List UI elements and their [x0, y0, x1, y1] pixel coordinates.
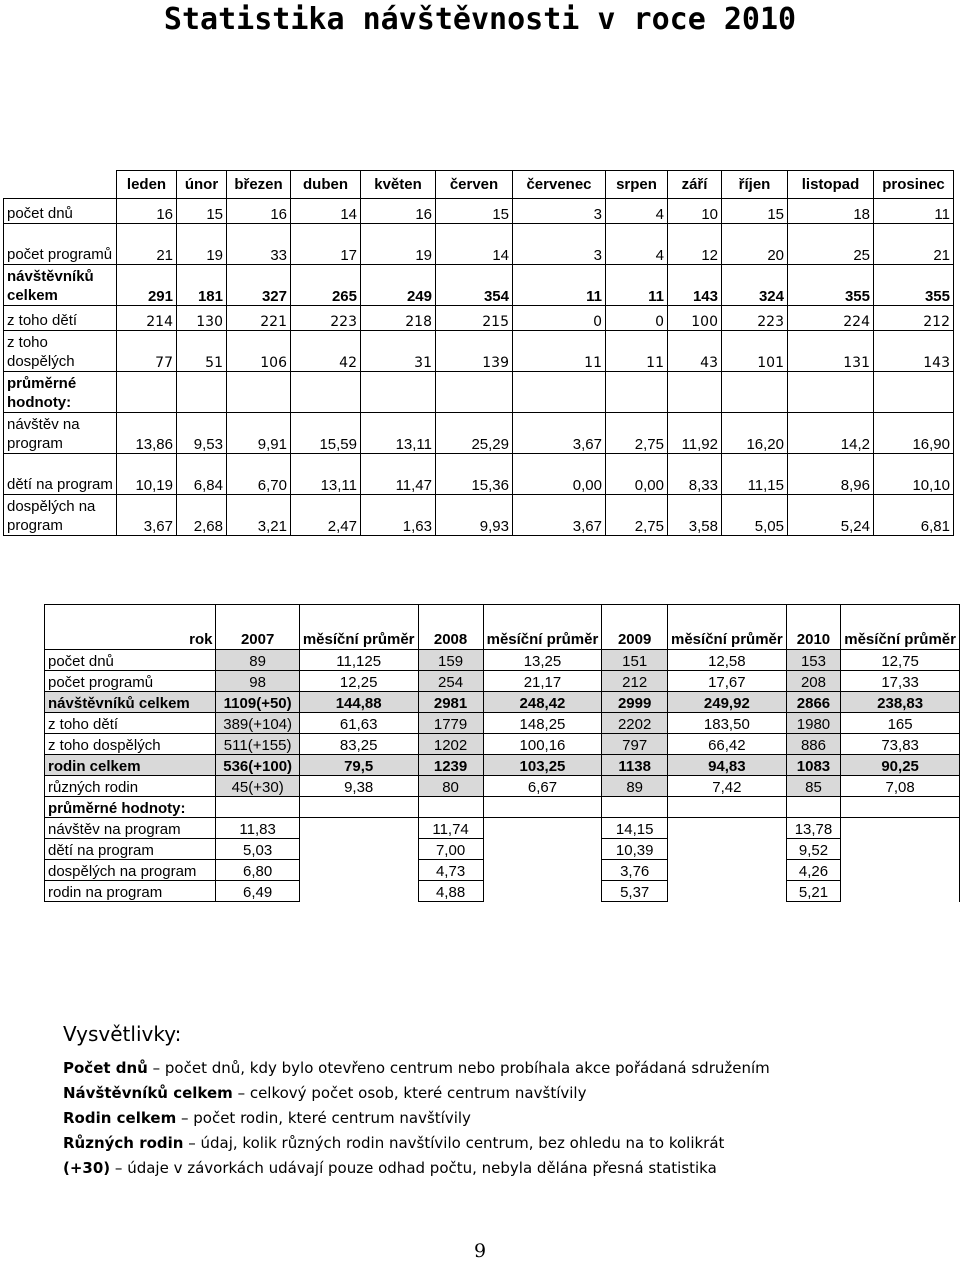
table-cell: 6,81 — [874, 495, 954, 536]
table-cell: 73,83 — [841, 734, 960, 755]
row-label: počet programů — [45, 671, 216, 692]
table-cell: 85 — [786, 776, 841, 797]
table-cell — [668, 881, 787, 902]
table-cell — [668, 839, 787, 860]
table-cell: 6,84 — [177, 454, 227, 495]
table-cell — [483, 860, 602, 881]
table-cell: 83,25 — [299, 734, 418, 755]
table-cell: 130 — [177, 306, 227, 331]
page-title: Statistika návštěvnosti v roce 2010 — [163, 2, 797, 37]
table-row — [45, 713, 960, 734]
table-row — [45, 734, 960, 755]
table-cell: 9,91 — [227, 413, 291, 454]
table-row — [45, 797, 960, 818]
table-cell: 90,25 — [841, 755, 960, 776]
table-cell: 5,37 — [602, 881, 668, 902]
table-cell: 21,17 — [483, 671, 602, 692]
table-cell — [513, 372, 606, 413]
table-cell: 214 — [117, 306, 177, 331]
table-cell: 15,36 — [436, 454, 513, 495]
table-row — [4, 224, 954, 265]
table-cell: 4 — [606, 224, 668, 265]
table-cell — [788, 372, 874, 413]
table-cell: 6,49 — [216, 881, 299, 902]
table-cell — [299, 881, 418, 902]
table-cell: 12 — [668, 224, 722, 265]
table-cell: 6,70 — [227, 454, 291, 495]
table-cell: 7,00 — [418, 839, 483, 860]
year-header-row — [45, 605, 960, 650]
table-cell: 3,67 — [513, 413, 606, 454]
table-cell: 100 — [668, 306, 722, 331]
table-row — [45, 839, 960, 860]
table-cell: 16 — [361, 199, 436, 224]
table-cell: 223 — [291, 306, 361, 331]
table-cell: 212 — [874, 306, 954, 331]
table-cell: 1109(+50) — [216, 692, 299, 713]
table-cell: 15 — [436, 199, 513, 224]
table-cell: 327 — [227, 265, 291, 306]
table-cell: 14 — [436, 224, 513, 265]
table-cell: 89 — [602, 776, 668, 797]
table-cell: 14,15 — [602, 818, 668, 839]
row-label: dětí na program — [4, 454, 117, 495]
legend-description: – údaje v závorkách udávají pouze odhad počtu, nebyla dělána přesná statistika — [110, 1159, 717, 1177]
table-cell: 0,00 — [606, 454, 668, 495]
table-cell: 254 — [418, 671, 483, 692]
table-cell: 98 — [216, 671, 299, 692]
month-header: březen — [227, 171, 291, 199]
yearly-comparison-table — [44, 604, 960, 902]
page-number: 9 — [473, 1240, 487, 1262]
table-cell: 13,11 — [291, 454, 361, 495]
monthly-average-header: měsíční průměr — [299, 605, 418, 650]
legend-section — [63, 1022, 770, 1181]
table-cell: 15,59 — [291, 413, 361, 454]
table-cell: 354 — [436, 265, 513, 306]
table-cell: 9,93 — [436, 495, 513, 536]
table-cell: 80 — [418, 776, 483, 797]
legend-description: – počet rodin, které centrum navštívily — [176, 1109, 471, 1127]
table-cell: 20 — [722, 224, 788, 265]
table-row — [4, 413, 954, 454]
table-cell: 16 — [117, 199, 177, 224]
table-cell — [291, 372, 361, 413]
table-cell: 2,47 — [291, 495, 361, 536]
row-label: dospělých na program — [45, 860, 216, 881]
table-cell: 238,83 — [841, 692, 960, 713]
year-header: 2008 — [418, 605, 483, 650]
table-cell — [668, 818, 787, 839]
legend-term: (+30) — [63, 1159, 111, 1177]
table-cell: 9,38 — [299, 776, 418, 797]
table-cell: 16 — [227, 199, 291, 224]
table-row — [4, 306, 954, 331]
legend-item — [63, 1106, 770, 1131]
table-cell: 14 — [291, 199, 361, 224]
table-cell: 143 — [668, 265, 722, 306]
table-cell — [361, 372, 436, 413]
table-cell — [483, 797, 602, 818]
table-row — [45, 818, 960, 839]
table-cell: 2,68 — [177, 495, 227, 536]
row-label: z toho dospělých — [45, 734, 216, 755]
table-cell: 223 — [722, 306, 788, 331]
table-cell: 221 — [227, 306, 291, 331]
month-header: září — [668, 171, 722, 199]
table-row — [45, 755, 960, 776]
table-cell: 19 — [361, 224, 436, 265]
table-cell: 21 — [117, 224, 177, 265]
row-label: rodin na program — [45, 881, 216, 902]
table-cell: 265 — [291, 265, 361, 306]
month-header: prosinec — [874, 171, 954, 199]
legend-term: Různých rodin — [63, 1134, 184, 1152]
row-label: návštěvníků celkem — [45, 692, 216, 713]
table-cell: 6,80 — [216, 860, 299, 881]
table-row — [4, 331, 954, 372]
table-cell — [299, 797, 418, 818]
table-cell: 10,39 — [602, 839, 668, 860]
table-cell: 3,58 — [668, 495, 722, 536]
table-cell: 11 — [874, 199, 954, 224]
month-header: listopad — [788, 171, 874, 199]
table-cell: 13,78 — [786, 818, 841, 839]
legend-description: – údaj, kolik různých rodin navštívilo centrum, bez ohledu na to kolikrát — [183, 1134, 725, 1152]
table-cell: 19 — [177, 224, 227, 265]
table-cell: 148,25 — [483, 713, 602, 734]
legend-heading: Vysvětlivky: — [63, 1022, 182, 1046]
table-cell: 324 — [722, 265, 788, 306]
table-cell: 8,96 — [788, 454, 874, 495]
table-cell: 212 — [602, 671, 668, 692]
table-cell: 12,58 — [668, 650, 787, 671]
table-cell: 16,90 — [874, 413, 954, 454]
row-label: dospělých na program — [4, 495, 117, 536]
table-cell: 14,2 — [788, 413, 874, 454]
table-cell: 1,63 — [361, 495, 436, 536]
monthly-average-header: měsíční průměr — [668, 605, 787, 650]
table-row — [4, 454, 954, 495]
monthly-average-header: měsíční průměr — [483, 605, 602, 650]
table-cell: 11,125 — [299, 650, 418, 671]
table-cell — [299, 818, 418, 839]
table-cell: 0 — [513, 306, 606, 331]
table-cell: 42 — [291, 331, 361, 372]
table-cell: 100,16 — [483, 734, 602, 755]
table-row — [45, 881, 960, 902]
table-cell: 2866 — [786, 692, 841, 713]
table-cell: 10,19 — [117, 454, 177, 495]
table-cell: 2202 — [602, 713, 668, 734]
table-cell — [841, 818, 960, 839]
table-cell: 181 — [177, 265, 227, 306]
year-label-header: rok — [45, 605, 216, 650]
table-row — [45, 650, 960, 671]
table-cell — [483, 881, 602, 902]
table-cell — [483, 818, 602, 839]
legend-term: Rodin celkem — [63, 1109, 177, 1127]
table-cell: 4 — [606, 199, 668, 224]
month-header: červenec — [513, 171, 606, 199]
table-cell: 10,10 — [874, 454, 954, 495]
table-cell: 2,75 — [606, 495, 668, 536]
year-header: 2009 — [602, 605, 668, 650]
table-cell: 144,88 — [299, 692, 418, 713]
table-cell: 0 — [606, 306, 668, 331]
monthly-average-header: měsíční průměr — [841, 605, 960, 650]
table-cell: 2999 — [602, 692, 668, 713]
table-cell — [668, 860, 787, 881]
table-cell — [418, 797, 483, 818]
table-cell — [216, 797, 299, 818]
year-header: 2010 — [786, 605, 841, 650]
table-cell: 13,86 — [117, 413, 177, 454]
table-cell: 4,73 — [418, 860, 483, 881]
table-row — [45, 860, 960, 881]
table-cell: 224 — [788, 306, 874, 331]
table-row — [45, 692, 960, 713]
table-cell: 17 — [291, 224, 361, 265]
table-cell: 1980 — [786, 713, 841, 734]
table-cell: 5,03 — [216, 839, 299, 860]
table-cell: 11,15 — [722, 454, 788, 495]
year-header: 2007 — [216, 605, 299, 650]
legend-item — [63, 1056, 770, 1081]
table-cell: 15 — [722, 199, 788, 224]
row-label: dětí na program — [45, 839, 216, 860]
table-cell: 536(+100) — [216, 755, 299, 776]
table-cell: 79,5 — [299, 755, 418, 776]
table-cell: 106 — [227, 331, 291, 372]
row-label: různých rodin — [45, 776, 216, 797]
table-cell: 11,92 — [668, 413, 722, 454]
table-cell: 11,47 — [361, 454, 436, 495]
table-cell: 17,67 — [668, 671, 787, 692]
table-row — [4, 495, 954, 536]
table-cell: 511(+155) — [216, 734, 299, 755]
table-cell: 13,25 — [483, 650, 602, 671]
table-cell: 6,67 — [483, 776, 602, 797]
table-cell: 21 — [874, 224, 954, 265]
table-cell: 13,11 — [361, 413, 436, 454]
table-cell: 165 — [841, 713, 960, 734]
table-cell: 31 — [361, 331, 436, 372]
table-row — [45, 671, 960, 692]
table-cell: 1779 — [418, 713, 483, 734]
month-header: leden — [117, 171, 177, 199]
table-cell: 2,75 — [606, 413, 668, 454]
table-cell — [227, 372, 291, 413]
table-cell: 77 — [117, 331, 177, 372]
row-label: z toho dětí — [4, 306, 117, 331]
table-row — [4, 265, 954, 306]
table-cell: 3,67 — [513, 495, 606, 536]
table-cell — [841, 860, 960, 881]
table-cell: 11 — [513, 265, 606, 306]
table-cell — [299, 860, 418, 881]
table-cell — [841, 881, 960, 902]
month-header: červen — [436, 171, 513, 199]
table-cell: 3 — [513, 199, 606, 224]
month-header: říjen — [722, 171, 788, 199]
table-cell: 139 — [436, 331, 513, 372]
table-cell — [299, 839, 418, 860]
legend-item — [63, 1156, 770, 1181]
table-cell: 11 — [513, 331, 606, 372]
legend-item — [63, 1131, 770, 1156]
row-label: počet programů — [4, 224, 117, 265]
row-label: z toho dětí — [45, 713, 216, 734]
table-cell: 3,21 — [227, 495, 291, 536]
corner-cell — [4, 171, 117, 199]
table-cell: 355 — [788, 265, 874, 306]
table-cell: 248,42 — [483, 692, 602, 713]
month-header: únor — [177, 171, 227, 199]
table-cell: 10 — [668, 199, 722, 224]
table-cell: 94,83 — [668, 755, 787, 776]
table-cell: 1202 — [418, 734, 483, 755]
row-label: počet dnů — [45, 650, 216, 671]
table-cell — [117, 372, 177, 413]
table-cell: 131 — [788, 331, 874, 372]
month-header: duben — [291, 171, 361, 199]
table-cell: 1239 — [418, 755, 483, 776]
table-cell: 9,52 — [786, 839, 841, 860]
row-label: průměrné hodnoty: — [45, 797, 216, 818]
row-label: průměrné hodnoty: — [4, 372, 117, 413]
table-cell: 208 — [786, 671, 841, 692]
table-row — [4, 372, 954, 413]
table-row — [45, 776, 960, 797]
table-cell: 218 — [361, 306, 436, 331]
table-cell — [668, 372, 722, 413]
table-cell: 3,76 — [602, 860, 668, 881]
table-cell: 11,74 — [418, 818, 483, 839]
month-header: srpen — [606, 171, 668, 199]
table-cell: 143 — [874, 331, 954, 372]
table-cell — [786, 797, 841, 818]
table-cell: 15 — [177, 199, 227, 224]
month-header-row — [4, 171, 954, 199]
table-cell: 51 — [177, 331, 227, 372]
table-cell: 249,92 — [668, 692, 787, 713]
table-cell: 89 — [216, 650, 299, 671]
table-cell — [602, 797, 668, 818]
table-cell: 101 — [722, 331, 788, 372]
table-cell: 1083 — [786, 755, 841, 776]
table-cell: 4,88 — [418, 881, 483, 902]
table-cell — [722, 372, 788, 413]
row-label: návštěv na program — [4, 413, 117, 454]
table-cell — [874, 372, 954, 413]
table-cell: 66,42 — [668, 734, 787, 755]
table-cell: 886 — [786, 734, 841, 755]
table-cell: 5,24 — [788, 495, 874, 536]
row-label: počet dnů — [4, 199, 117, 224]
table-cell: 8,33 — [668, 454, 722, 495]
table-cell — [177, 372, 227, 413]
legend-description: – celkový počet osob, které centrum navštívily — [232, 1084, 587, 1102]
table-cell — [606, 372, 668, 413]
row-label: návštěvníků celkem — [4, 265, 117, 306]
table-cell: 159 — [418, 650, 483, 671]
table-cell: 25 — [788, 224, 874, 265]
table-cell: 12,25 — [299, 671, 418, 692]
table-cell — [483, 839, 602, 860]
table-cell: 17,33 — [841, 671, 960, 692]
table-cell: 3,67 — [117, 495, 177, 536]
table-cell: 7,42 — [668, 776, 787, 797]
month-header: květen — [361, 171, 436, 199]
legend-term: Návštěvníků celkem — [63, 1084, 233, 1102]
table-cell: 797 — [602, 734, 668, 755]
table-cell — [436, 372, 513, 413]
table-cell: 291 — [117, 265, 177, 306]
table-cell: 11 — [606, 265, 668, 306]
table-cell: 5,05 — [722, 495, 788, 536]
table-cell: 4,26 — [786, 860, 841, 881]
table-cell: 12,75 — [841, 650, 960, 671]
row-label: rodin celkem — [45, 755, 216, 776]
table-cell: 183,50 — [668, 713, 787, 734]
table-cell: 45(+30) — [216, 776, 299, 797]
legend-item — [63, 1081, 770, 1106]
table-cell: 43 — [668, 331, 722, 372]
table-cell: 18 — [788, 199, 874, 224]
table-cell — [668, 797, 787, 818]
table-cell — [841, 797, 960, 818]
row-label: z toho dospělých — [4, 331, 117, 372]
table-cell: 1138 — [602, 755, 668, 776]
table-cell: 249 — [361, 265, 436, 306]
table-row — [4, 199, 954, 224]
table-cell: 153 — [786, 650, 841, 671]
table-cell: 0,00 — [513, 454, 606, 495]
table-cell: 5,21 — [786, 881, 841, 902]
table-cell: 16,20 — [722, 413, 788, 454]
table-cell: 2981 — [418, 692, 483, 713]
table-cell: 25,29 — [436, 413, 513, 454]
table-cell: 3 — [513, 224, 606, 265]
table-cell: 11,83 — [216, 818, 299, 839]
table-cell: 215 — [436, 306, 513, 331]
table-cell: 389(+104) — [216, 713, 299, 734]
legend-description: – počet dnů, kdy bylo otevřeno centrum nebo probíhala akce pořádaná sdružením — [147, 1059, 770, 1077]
table-cell: 9,53 — [177, 413, 227, 454]
table-cell: 103,25 — [483, 755, 602, 776]
table-cell: 7,08 — [841, 776, 960, 797]
table-cell: 33 — [227, 224, 291, 265]
table-cell: 61,63 — [299, 713, 418, 734]
table-cell: 11 — [606, 331, 668, 372]
table-cell: 355 — [874, 265, 954, 306]
table-cell — [841, 839, 960, 860]
table-cell: 151 — [602, 650, 668, 671]
monthly-stats-table — [3, 170, 954, 536]
legend-term: Počet dnů — [63, 1059, 148, 1077]
row-label: návštěv na program — [45, 818, 216, 839]
